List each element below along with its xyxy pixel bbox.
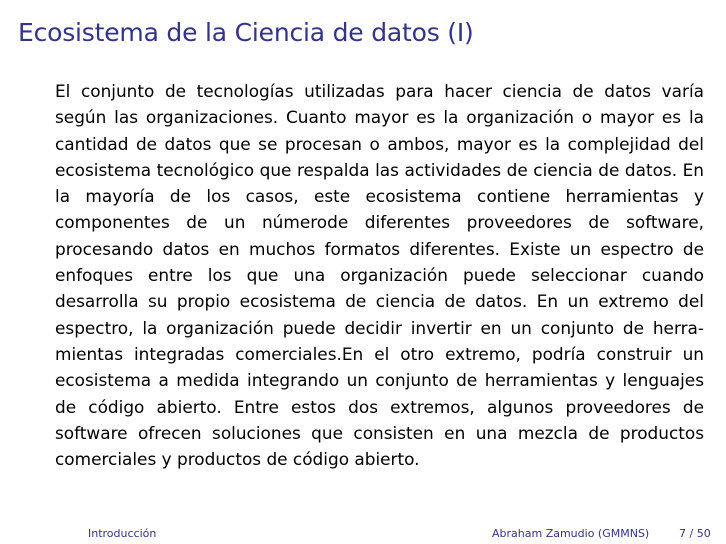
footer-author: Abraham Zamudio (GMMNS): [492, 527, 650, 540]
footer-section[interactable]: Introducción: [88, 527, 157, 540]
footer-page-number: 7 / 50: [679, 527, 711, 540]
slide-body-text: El conjunto de tecnologías utilizadas para hacer ciencia de datos varía según las organizaciones. Cuanto mayor es la organización o mayor es la cantidad de datos que se procesan o ambos, mayor es la complejidad del ecosistema tecnológico que respalda las actividades de ciencia de datos. En la mayoría de los casos, este ecosistema contiene herramientas y componentes de un númerode diferentes proveedores de software, procesando datos en muchos formatos diferentes. Existe un espectro de enfoques entre los que una organización puede seleccionar cuando desarrolla su propio ecosistema de ciencia de datos. En un extremo del espectro, la organización puede decidir invertir en un conjunto de herramientas integradas comerciales.En el otro extremo, podría construir un ecosistema a medida integrando un conjunto de herramientas y lenguajes de código abierto. Entre estos dos extremos, algunos proveedores de software ofrecen soluciones que consisten en una mezcla de productos comerciales y productos de código abierto.: [55, 81, 704, 470]
slide-title: Ecosistema de la Ciencia de datos (I): [18, 18, 474, 47]
